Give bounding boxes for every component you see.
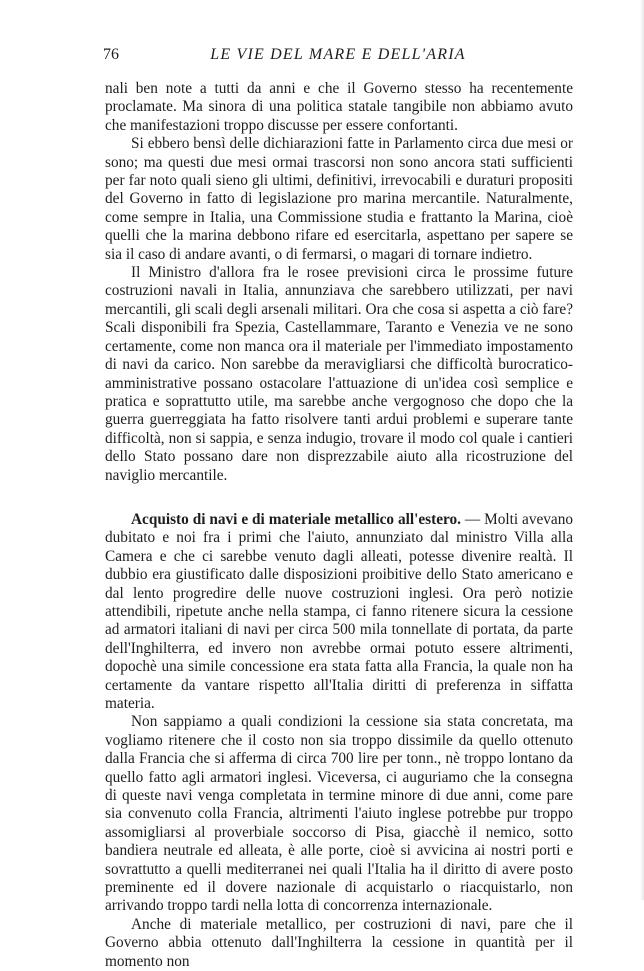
paragraph: nali ben note a tutti da anni e che il Governo stesso ha recentemente proclamate. Ma sinora di una politica statale tangibile non abbiamo avuto che manifestazioni troppo discusse per essere confortanti. [105, 80, 573, 134]
article-body [105, 80, 573, 971]
page-number: 76 [103, 46, 119, 63]
paragraph: Anche di materiale metallico, per costruzioni di navi, pare che il Governo abbia ottenuto dall'Inghilterra la cessione in quantità per il momento non [105, 915, 573, 970]
page-header [103, 42, 573, 68]
section-heading: Acquisto di navi e di materiale metallico all'estero. [131, 510, 461, 528]
running-title: LE VIE DEL MARE E DELL'ARIA [210, 46, 466, 63]
section-lead-text: — Molti avevano dubitato e noi fra i primi che l'aiuto, annunziato dal ministro Villa alla Camera e che ci sarebbe venuto dagli alleati, potesse divenire realtà. Il dubbio era giustificato dalle disposizioni proibitive dello Stato americano e dal lento progredire delle nuove costruzioni inglesi. Ora però notizie attendibili, ripetute anche nella stampa, ci fanno ritenere sicura la cessione ad armatori italiani di navi per circa 500 mila tonnellate di portata, da parte dell'Inghilterra, ed invero non avrebbe ormai potuto essere altrimenti, dopochè una simile concessione era stata fatta alla Francia, la quale non ha certamente da vantare rispetto all'Italia diritti di preferenza in siffatta materia. [105, 510, 573, 712]
paragraph: Si ebbero bensì delle dichiarazioni fatte in Parlamento circa due mesi or sono; ma questi due mesi ormai trascorsi non sono ancora stati sufficienti per far noto quali sieno gli ultimi, definitivi, irrevocabili e duraturi propositi del Governo in fatto di legislazione pro marina mercantile. Naturalmente, come sempre in Italia, una Commissione studia e frattanto la Marina, cioè quelli che la marina debbono rifare ed esercitarla, aspettano per sapere se sia il caso di andare avanti, o di fermarsi, o magari di tornare indietro. [105, 135, 573, 263]
paragraph: Non sappiamo a quali condizioni la cessione sia stata concretata, ma vogliamo ritenere che il costo non sia troppo dissimile da quello ottenuto dalla Francia che si afferma di circa 700 lire per tonn., nè troppo lontano da quello fatto agli armatori inglesi. Viceversa, ci auguriamo che la consegna di queste navi venga completata in termine minore di due anni, come pare sia convenuto colla Francia, altrimenti l'aiuto inglese potrebbe pur troppo assomigliarsi al proverbiale soccorso di Pisa, giacchè il nemico, sotto bandiera neutrale ed alleata, è alle porte, cioè si avvicina ai nostri porti e sovrattutto a quelli mediterranei nei quali l'Italia ha il diritto di avere posto preminente ed il dovere nazionale di acquistarlo o riacquistarlo, non arrivando troppo tardi nella lotta di concorrenza internazionale. [105, 713, 573, 915]
section-paragraph [105, 511, 573, 713]
paragraph: Il Ministro d'allora fra le rosee previsioni circa le prossime future costruzioni navali in Italia, annunziava che sarebbero utilizzati, per navi mercantili, gli scali degli arsenali militari. Ora che cosa si aspetta a ciò fare? Scali disponibili fra Spezia, Castellammare, Taranto e Venezia ve ne sono certamente, come non manca ora il materiale per l'immediato impostamento di navi da carico. Non sarebbe da meravigliarsi che difficoltà burocratico-amministrative possano ostacolare l'attuazione di un'idea così semplice e pratica e soprattutto utile, ma sarebbe anche vergognoso che dopo che la guerra guerreggiata ha fatto risolvere tanti ardui problemi e superare tante difficoltà, non si sappia, e senza indugio, trovare il modo col quale i cantieri dello Stato possano dare non disprezzabile aiuto alla ricostruzione del naviglio mercantile. [105, 264, 573, 484]
page-edge-shadow [640, 0, 644, 900]
